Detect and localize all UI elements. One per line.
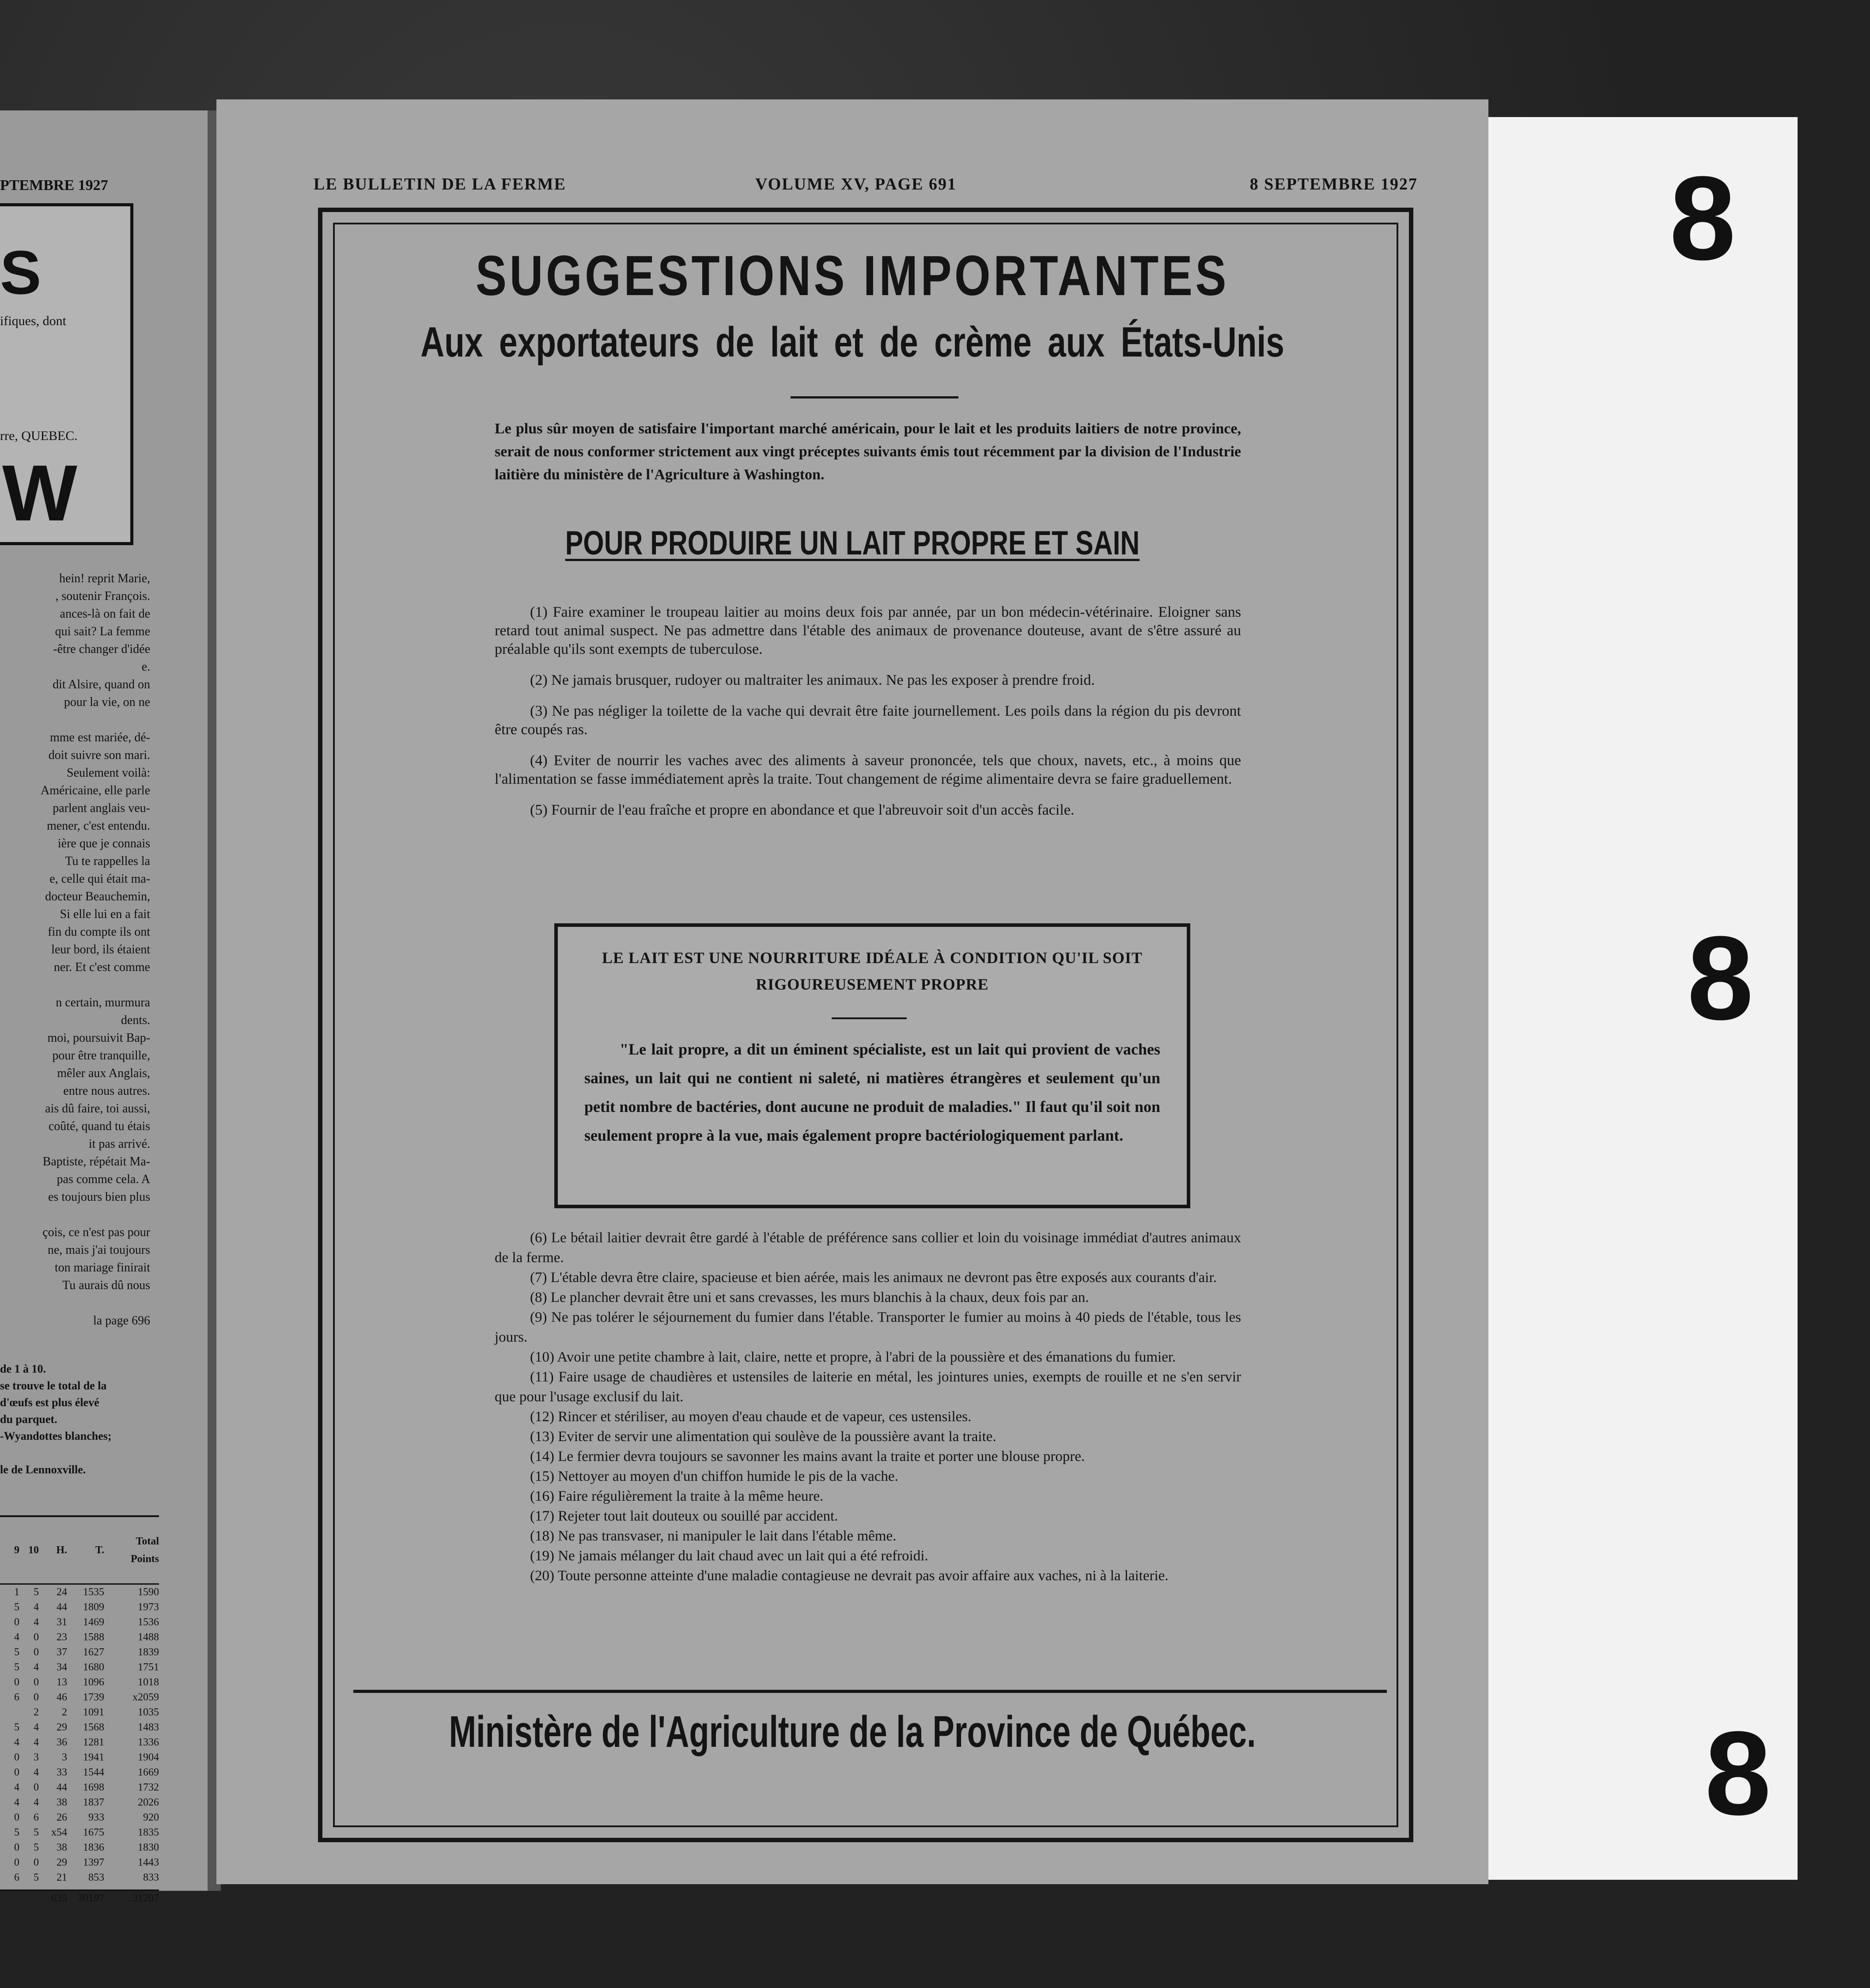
rule-item: (20) Toute personne atteinte d'une maladie contagieuse ne devrait pas avoir affaire aux vaches, ni à la laiterie. [530,1568,1169,1584]
left-notes [0,1361,112,1478]
table-cell: 31 [57,1616,67,1628]
table-total-cell: 31207 [132,1893,159,1904]
callout-quote: "Le lait propre, a dit un éminent spécialiste, est un lait qui provient de vaches saines, un lait qui ne contient ni saleté, ni matières étrangères et seulement qu'un petit nombre de bactéries, dont aucune ne produit de maladies." Il faut qu'il soit non seulement propre à la vue, mais également propre bactériologiquement parlant. [584,1040,1160,1144]
table-header-cell: T. [95,1544,104,1556]
table-cell: 1443 [138,1857,159,1868]
story-line: leur bord, ils étaient [51,943,150,956]
table-cell: 1096 [83,1677,104,1688]
note-line: de 1 à 10. [0,1362,46,1375]
note-line: du parquet. [0,1413,57,1426]
table-cell: 3 [34,1752,39,1763]
table-cell: 0 [34,1647,39,1658]
footer-rule [353,1690,1387,1693]
story-line: ais dû faire, toi aussi, [45,1102,150,1115]
table-cell: 4 [34,1616,39,1628]
table-cell: 1568 [83,1722,104,1733]
intro-paragraph: Le plus sûr moyen de satisfaire l'important marché américain, pour le lait et les produits laitiers de notre province, serait de nous conformer strictement aux vingt préceptes suivants émis tout récemment par la division de l'Industrie laitière du ministère de l'Agriculture à Washington. [495,421,1241,483]
table-cell: 5 [14,1601,19,1613]
advert-big-letter: W [2,449,77,538]
table-header-cell: Total Points [130,1536,159,1565]
table-cell: 1739 [83,1692,104,1703]
table-cell: 4 [34,1662,39,1673]
table-cell: 3 [62,1752,67,1763]
story-line: coûté, quand tu étais [48,1119,150,1133]
table-row [0,1615,159,1630]
index-card [1488,117,1798,1880]
table-cell: 5 [14,1662,19,1673]
rule-item: (2) Ne jamais brusquer, rudoyer ou maltraiter les animaux. Ne pas les exposer à prendre froid. [530,672,1095,688]
rule-item: (6) Le bétail laitier devrait être gardé à l'étable de préférence sans collier et loin du voisinage immédiat d'autres animaux de la ferme. [495,1230,1241,1266]
table-row [0,1810,159,1825]
table-cell: 0 [14,1812,19,1823]
story-line: it pas arrivé. [88,1137,150,1151]
table-cell: 2 [34,1707,39,1718]
table-cell: 0 [34,1677,39,1688]
rule-item: (4) Eviter de nourrir les vaches avec des aliments à saveur prononcée, tels que choux, navets, etc., à moins que l'alimentation se fasse immédiatement après la traite. Tout changement de régime alimentaire devra se faire graduellement. [495,752,1241,787]
note-line: -Wyandottes blanches; [0,1430,112,1442]
story-line: doit suivre son mari. [48,748,150,762]
story-line: moi, poursuivit Bap- [47,1031,150,1045]
table-cell: 1091 [83,1707,104,1718]
table-cell: 1732 [138,1782,159,1793]
table-total-cell: 635 [51,1893,67,1904]
volume-page: VOLUME XV, PAGE 691 [755,175,957,193]
table-cell: 33 [57,1767,67,1778]
table-cell: 0 [14,1767,19,1778]
story-line: Tu te rappelles la [65,854,150,868]
table-cell: 1837 [83,1797,104,1808]
title-rule [791,396,958,398]
rule-item: (5) Fournir de l'eau fraîche et propre en abondance et que l'abreuvoir soit d'un accès facile. [530,802,1075,818]
story-line [0,1294,150,1312]
note-line [0,1445,112,1461]
table-cell: 2026 [138,1797,159,1808]
table-cell: x54 [51,1827,67,1838]
table-cell: 1281 [83,1737,104,1748]
table-row [0,1840,159,1855]
table-cell: 1698 [83,1782,104,1793]
story-line: entre nous autres. [63,1084,150,1098]
table-row [0,1780,159,1795]
story-line: dit Alsire, quand on [53,678,150,691]
story-line: docteur Beauchemin, [45,890,150,903]
table-cell: 1 [14,1586,19,1598]
table-row [0,1645,159,1660]
story-line: ne, mais j'ai toujours [47,1243,150,1257]
table-header-cell: H. [56,1544,67,1556]
story-line: pour la vie, on ne [64,695,150,709]
table-cell: 4 [14,1797,19,1808]
notice-subtitle: Aux exportateurs de lait et de crème aux États-Unis [420,319,1284,366]
rule-item: (16) Faire régulièrement la traite à la même heure. [530,1488,824,1504]
table-cell: 1535 [83,1586,104,1598]
table-cell: 833 [143,1872,159,1883]
callout-title: LE LAIT EST UNE NOURRITURE IDÉALE À CONDITION QU'IL SOIT RIGOUREUSEMENT PROPRE [602,949,1143,993]
table-row [0,1735,159,1750]
rule-item: (12) Rincer et stériliser, au moyen d'eau chaude et de vapeur, ces ustensiles. [530,1409,972,1425]
table-cell: 1839 [138,1647,159,1658]
table-cell: 1397 [83,1857,104,1868]
table-cell: 1669 [138,1767,159,1778]
table-cell: 13 [57,1677,67,1688]
story-line: Tu aurais dû nous [62,1279,150,1292]
rules-list-second [495,1228,1241,1586]
table-cell: 29 [57,1722,67,1733]
table-cell: 5 [34,1842,39,1853]
story-line: pas comme cela. A [57,1172,150,1186]
story-line: e. [141,660,150,674]
story-line: mener, c'est entendu. [46,819,150,833]
table-row [0,1585,159,1600]
callout-rule [832,1017,907,1019]
table-header-row [0,1517,159,1585]
table-cell: 1835 [138,1827,159,1838]
rule-item: (14) Le fermier devra toujours se savonner les mains avant la traite et porter une blouse propre. [530,1449,1085,1464]
table-cell: 44 [57,1782,67,1793]
table-cell: 0 [34,1692,39,1703]
table-cell: 0 [14,1752,19,1763]
table-cell: 34 [57,1662,67,1673]
table-cell: 4 [34,1722,39,1733]
left-facing-page [0,110,212,1904]
notice-title: SUGGESTIONS IMPORTANTES [476,244,1229,307]
table-cell: 1544 [83,1767,104,1778]
table-cell: 23 [57,1631,67,1643]
table-cell: 38 [57,1797,67,1808]
card-number: 8 [1687,912,1754,1045]
table-cell: 38 [57,1842,67,1853]
table-cell: 5 [34,1586,39,1598]
table-cell: 4 [34,1601,39,1613]
table-cell: 4 [14,1631,19,1643]
running-head [314,175,1418,197]
table-cell: 0 [14,1677,19,1688]
table-cell: 1627 [83,1647,104,1658]
story-line: Si elle lui en a fait [60,907,150,921]
table-cell: 5 [14,1827,19,1838]
table-cell: 5 [14,1647,19,1658]
table-cell: 1536 [138,1616,159,1628]
story-line: ances-là on fait de [60,607,150,621]
table-cell: 44 [57,1601,67,1613]
table-cell: 5 [34,1872,39,1883]
table-row [0,1630,159,1645]
table-cell: 1830 [138,1842,159,1853]
table-cell: 1488 [138,1631,159,1643]
story-line: hein! reprit Marie, [59,572,150,585]
rule-item: (9) Ne pas tolérer le séjournement du fumier dans l'étable. Transporter le fumier au moins à 40 pieds de l'étable, tous les jours. [495,1309,1241,1345]
table-cell: 21 [57,1872,67,1883]
table-cell: 36 [57,1737,67,1748]
rule-item: (17) Rejeter tout lait douteux ou souillé par accident. [530,1508,838,1524]
story-line: dents. [121,1013,150,1027]
table-cell: 1836 [83,1842,104,1853]
rule-item: (11) Faire usage de chaudières et ustensiles de laiterie en métal, les jointures unies, exempts de rouille et ne s'en servir que pour l'usage exclusif du lait. [495,1369,1241,1405]
table-row [0,1705,159,1720]
story-line: , soutenir François. [55,589,150,603]
story-line: -être changer d'idée [53,642,150,656]
table-row [0,1795,159,1810]
card-number: 8 [1705,1707,1772,1840]
story-line: mêler aux Anglais, [57,1066,150,1080]
table-cell: 5 [34,1827,39,1838]
story-line: n certain, murmura [56,996,150,1009]
table-cell: 4 [34,1737,39,1748]
table-cell: 1941 [83,1752,104,1763]
table-row [0,1765,159,1780]
note-line: le de Lennoxville. [0,1463,86,1476]
table-cell: 1018 [138,1677,159,1688]
story-line [0,711,150,729]
story-line: pour être tranquille, [52,1049,150,1062]
story-line: fin du compte ils ont [48,925,150,939]
table-cell: 1680 [83,1662,104,1673]
rule-item: (15) Nettoyer au moyen d'un chiffon humide le pis de la vache. [530,1468,898,1484]
story-line [0,976,150,994]
rule-item: (1) Faire examiner le troupeau laitier au moins deux fois par année, par un bon médecin-vétérinaire. Eloigner sans retard tout animal suspect. Ne pas admettre dans l'étable des animaux de provenance douteuse, avant de s'être assuré au préalable qu'ils sont exempts de tuberculose. [495,604,1241,657]
table-cell: 1904 [138,1752,159,1763]
story-line: e, celle qui était ma- [49,872,150,886]
card-number: 8 [1669,152,1736,285]
callout-box [554,923,1190,1208]
table-row [0,1750,159,1765]
story-line [0,1206,150,1224]
table-totals-row [0,1889,159,1906]
table-cell: 1469 [83,1616,104,1628]
note-line: se trouve le total de la [0,1379,107,1392]
section-heading: POUR PRODUIRE UN LAIT PROPRE ET SAIN [565,524,1140,562]
table-cell: 6 [14,1872,19,1883]
table-cell: 1751 [138,1662,159,1673]
table-cell: 4 [34,1797,39,1808]
rules-list-first [495,603,1241,832]
story-line: ton mariage finirait [54,1261,150,1275]
table-cell: 1035 [138,1707,159,1718]
table-header-cell: 9 [14,1544,19,1556]
table-cell: 1675 [83,1827,104,1838]
table-row [0,1825,159,1840]
table-cell: 2 [62,1707,67,1718]
table-cell: 920 [143,1812,159,1823]
table-cell: 0 [34,1782,39,1793]
table-row [0,1675,159,1690]
rule-item: (10) Avoir une petite chambre à lait, claire, nette et propre, à l'abri de la poussière et des émanations du fumier. [530,1349,1176,1365]
left-story-column [0,570,150,1330]
story-line: mme est mariée, dé- [49,731,150,744]
story-line: qui sait? La femme [55,625,150,638]
table-cell: x2059 [132,1692,159,1703]
table-cell: 5 [14,1722,19,1733]
story-line: ière que je connais [57,837,150,850]
table-cell: 6 [34,1812,39,1823]
rule-item: (7) L'étable devra être claire, spacieuse et bien aérée, mais les animaux ne devront pas être exposés aux courants d'air. [530,1270,1217,1286]
table-cell: 26 [57,1812,67,1823]
table-total-cell [6,1891,19,1906]
table-row [0,1855,159,1870]
story-line: Seulement voilà: [67,766,150,780]
rule-item: (8) Le plancher devrait être uni et sans crevasses, les murs blanchis à la chaux, deux fois par an. [530,1290,1089,1305]
table-row [0,1600,159,1615]
table-cell: 0 [34,1857,39,1868]
story-line: çois, ce n'est pas pour [42,1225,150,1239]
table-cell: 1809 [83,1601,104,1613]
table-total-cell [26,1891,39,1906]
ministry-signature: Ministère de l'Agriculture de la Province de Québec. [449,1707,1256,1757]
table-cell: 1588 [83,1631,104,1643]
rule-item: (3) Ne pas négliger la toilette de la vache qui devrait être faite journellement. Les poils dans la région du pis devront être coupés ras. [495,703,1241,738]
table-row [0,1690,159,1705]
table-cell: 1590 [138,1586,159,1598]
table-cell: 0 [14,1842,19,1853]
table-cell: 29 [57,1857,67,1868]
rule-item: (18) Ne pas transvaser, ni manipuler le lait dans l'étable même. [530,1528,897,1544]
table-cell: 933 [88,1812,104,1823]
story-line: Américaine, elle parle [41,784,150,797]
issue-date: 8 SEPTEMBRE 1927 [1249,175,1418,193]
table-row [0,1720,159,1735]
advert-big-letter: S [0,238,42,307]
advert-line: ifiques, dont [0,314,66,328]
table-cell: 0 [14,1857,19,1868]
story-line: Baptiste, répétait Ma- [42,1155,150,1169]
table-cell: 0 [34,1631,39,1643]
table-cell: 4 [14,1782,19,1793]
story-line: ner. Et c'est comme [53,960,150,974]
table-row [0,1870,159,1885]
table-cell: 37 [57,1647,67,1658]
table-row [0,1660,159,1675]
table-cell: 4 [34,1767,39,1778]
table-cell: 0 [14,1616,19,1628]
table-cell: 6 [14,1692,19,1703]
rule-item: (13) Eviter de servir une alimentation qui soulève de la poussière avant la traite. [530,1429,996,1445]
note-line: d'œufs est plus élevé [0,1396,99,1409]
left-page-header: PTEMBRE 1927 [0,177,108,193]
table-cell [6,1705,19,1720]
rule-item: (19) Ne jamais mélanger du lait chaud avec un lait qui a été refroidi. [530,1548,928,1564]
table-cell: 1973 [138,1601,159,1613]
advert-line: rre, QUEBEC. [0,429,78,443]
table-cell: 4 [14,1737,19,1748]
table-header-cell: 10 [28,1544,39,1556]
table-cell: 46 [57,1692,67,1703]
story-line: la page 696 [93,1314,150,1328]
story-line: es toujours bien plus [48,1190,150,1204]
table-cell: 853 [88,1872,104,1883]
left-score-table [0,1515,159,1906]
table-cell: 1336 [138,1737,159,1748]
publication-name: LE BULLETIN DE LA FERME [314,175,566,193]
bulletin-page [216,99,1488,1884]
story-line: parlent anglais veu- [53,801,150,815]
table-total-cell: 30197 [78,1893,104,1904]
table-cell: 24 [57,1586,67,1598]
table-cell: 1483 [138,1722,159,1733]
left-advert-box [0,203,133,545]
